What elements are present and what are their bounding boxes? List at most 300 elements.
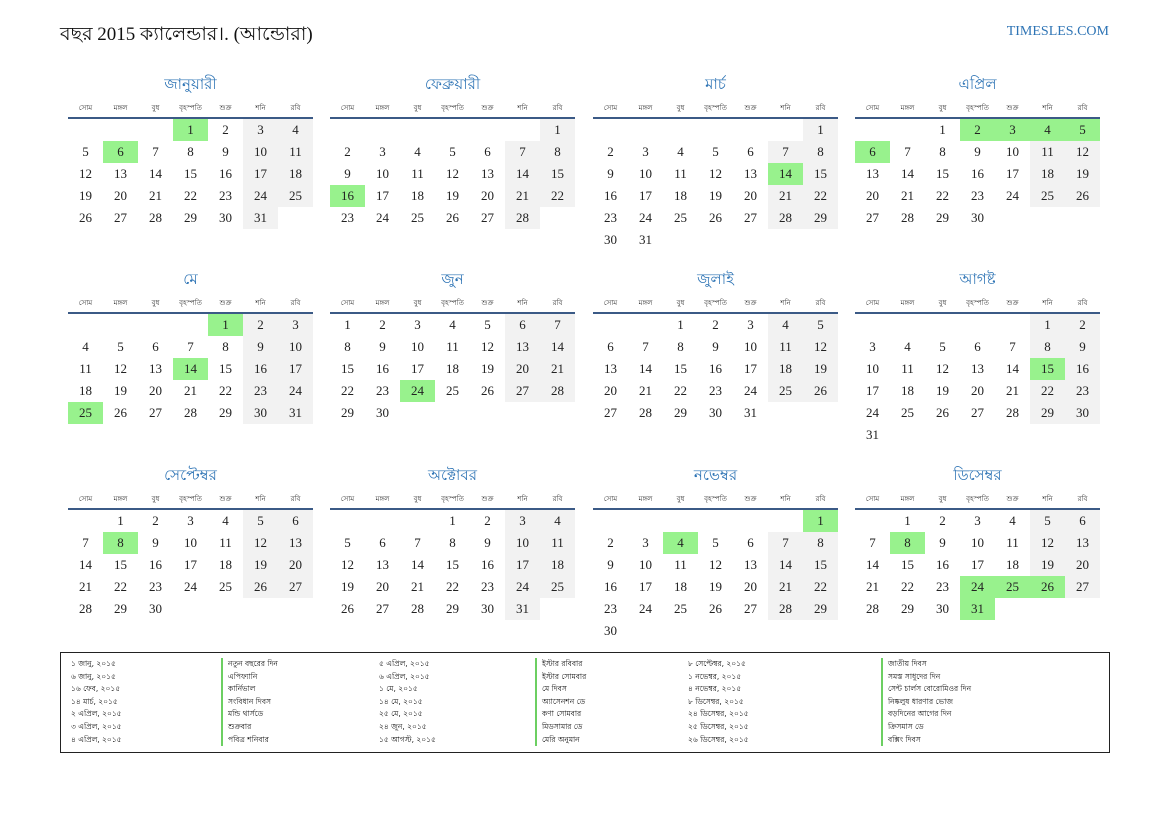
day-cell[interactable]: 13 [1065,532,1100,554]
day-cell[interactable]: 16 [971,166,984,181]
day-cell[interactable]: 28 [866,601,879,616]
day-cell[interactable]: 20 [278,554,313,576]
day-cell[interactable]: 20 [114,188,127,203]
day-cell[interactable]: 2 [379,317,386,332]
day-cell[interactable]: 22 [219,383,232,398]
day-cell[interactable]: 29 [219,405,232,420]
day-cell[interactable]: 26 [481,383,494,398]
day-cell[interactable]: 16 [376,361,389,376]
day-cell[interactable]: 23 [604,210,617,225]
day-cell[interactable]: 4 [414,144,421,159]
day-cell[interactable]: 31 [744,405,757,420]
day-cell[interactable]: 27 [149,405,162,420]
day-cell[interactable]: 28 [639,405,652,420]
day-cell[interactable]: 23 [149,579,162,594]
day-cell[interactable]: 14 [768,163,803,185]
day-cell[interactable]: 9 [243,336,278,358]
day-cell[interactable]: 10 [866,361,879,376]
day-cell[interactable]: 28 [149,210,162,225]
day-cell[interactable]: 25 [674,210,687,225]
day-cell[interactable]: 27 [866,210,879,225]
day-cell[interactable]: 11 [674,166,687,181]
day-cell[interactable]: 15 [803,163,838,185]
day-cell[interactable]: 20 [1065,554,1100,576]
day-cell[interactable]: 3 [974,513,981,528]
day-cell[interactable]: 19 [803,358,838,380]
day-cell[interactable]: 16 [219,166,232,181]
day-cell[interactable]: 21 [768,576,803,598]
day-cell[interactable]: 6 [747,144,754,159]
day-cell[interactable]: 18 [411,188,424,203]
day-cell[interactable]: 17 [639,188,652,203]
day-cell[interactable]: 8 [803,532,838,554]
day-cell[interactable]: 11 [540,532,575,554]
day-cell[interactable]: 12 [79,166,92,181]
day-cell[interactable]: 2 [243,314,278,336]
day-cell[interactable]: 16 [604,188,617,203]
day-cell[interactable]: 22 [114,579,127,594]
day-cell[interactable]: 30 [481,601,494,616]
day-cell[interactable]: 18 [278,163,313,185]
day-cell[interactable]: 26 [114,405,127,420]
day-cell[interactable]: 8 [449,535,456,550]
day-cell[interactable]: 14 [540,336,575,358]
day-cell[interactable]: 3 [278,314,313,336]
day-cell[interactable]: 2 [712,317,719,332]
day-cell[interactable]: 7 [1009,339,1016,354]
day-cell[interactable]: 13 [744,557,757,572]
day-cell[interactable]: 2 [607,144,614,159]
day-cell[interactable]: 18 [1006,557,1019,572]
day-cell[interactable]: 15 [341,361,354,376]
day-cell[interactable]: 7 [768,141,803,163]
day-cell[interactable]: 23 [936,579,949,594]
day-cell[interactable]: 6 [607,339,614,354]
day-cell[interactable]: 9 [222,144,229,159]
day-cell[interactable]: 9 [607,557,614,572]
day-cell[interactable]: 1 [344,317,351,332]
day-cell[interactable]: 10 [639,166,652,181]
day-cell[interactable]: 4 [1009,513,1016,528]
day-cell[interactable]: 20 [744,579,757,594]
day-cell[interactable]: 6 [1065,510,1100,532]
day-cell[interactable]: 19 [114,383,127,398]
day-cell[interactable]: 8 [890,532,925,554]
day-cell[interactable]: 16 [330,185,365,207]
day-cell[interactable]: 14 [1006,361,1019,376]
day-cell[interactable]: 3 [995,119,1030,141]
day-cell[interactable]: 1 [449,513,456,528]
day-cell[interactable]: 27 [744,601,757,616]
day-cell[interactable]: 9 [152,535,159,550]
day-cell[interactable]: 3 [505,510,540,532]
day-cell[interactable]: 10 [505,532,540,554]
day-cell[interactable]: 29 [446,601,459,616]
day-cell[interactable]: 10 [278,336,313,358]
day-cell[interactable]: 30 [604,232,617,247]
day-cell[interactable]: 27 [376,601,389,616]
day-cell[interactable]: 21 [768,185,803,207]
day-cell[interactable]: 18 [219,557,232,572]
day-cell[interactable]: 7 [82,535,89,550]
day-cell[interactable]: 4 [540,510,575,532]
day-cell[interactable]: 11 [79,361,92,376]
day-cell[interactable]: 24 [744,383,757,398]
day-cell[interactable]: 5 [1065,119,1100,141]
day-cell[interactable]: 10 [243,141,278,163]
day-cell[interactable]: 29 [803,598,838,620]
day-cell[interactable]: 9 [344,166,351,181]
day-cell[interactable]: 6 [484,144,491,159]
day-cell[interactable]: 20 [971,383,984,398]
day-cell[interactable]: 17 [184,557,197,572]
day-cell[interactable]: 11 [278,141,313,163]
day-cell[interactable]: 31 [866,427,879,442]
day-cell[interactable]: 24 [184,579,197,594]
day-cell[interactable]: 16 [1065,358,1100,380]
day-cell[interactable]: 2 [484,513,491,528]
day-cell[interactable]: 22 [446,579,459,594]
day-cell[interactable]: 17 [866,383,879,398]
day-cell[interactable]: 1 [677,317,684,332]
day-cell[interactable]: 16 [709,361,722,376]
day-cell[interactable]: 7 [904,144,911,159]
day-cell[interactable]: 30 [219,210,232,225]
day-cell[interactable]: 29 [936,210,949,225]
day-cell[interactable]: 10 [639,557,652,572]
day-cell[interactable]: 11 [446,339,459,354]
day-cell[interactable]: 30 [936,601,949,616]
day-cell[interactable]: 14 [505,163,540,185]
day-cell[interactable]: 29 [184,210,197,225]
day-cell[interactable]: 15 [674,361,687,376]
day-cell[interactable]: 12 [709,166,722,181]
day-cell[interactable]: 5 [939,339,946,354]
day-cell[interactable]: 21 [639,383,652,398]
day-cell[interactable]: 9 [484,535,491,550]
day-cell[interactable]: 28 [768,207,803,229]
day-cell[interactable]: 7 [505,141,540,163]
day-cell[interactable]: 3 [642,535,649,550]
day-cell[interactable]: 6 [974,339,981,354]
day-cell[interactable]: 25 [768,380,803,402]
day-cell[interactable]: 12 [446,166,459,181]
day-cell[interactable]: 3 [642,144,649,159]
day-cell[interactable]: 25 [995,576,1030,598]
day-cell[interactable]: 19 [936,383,949,398]
day-cell[interactable]: 1 [1030,314,1065,336]
day-cell[interactable]: 2 [939,513,946,528]
day-cell[interactable]: 10 [744,339,757,354]
day-cell[interactable]: 3 [243,119,278,141]
day-cell[interactable]: 12 [243,532,278,554]
day-cell[interactable]: 1 [540,119,575,141]
day-cell[interactable]: 30 [709,405,722,420]
day-cell[interactable]: 31 [960,598,995,620]
day-cell[interactable]: 23 [1065,380,1100,402]
day-cell[interactable]: 21 [901,188,914,203]
day-cell[interactable]: 12 [341,557,354,572]
day-cell[interactable]: 11 [1006,535,1019,550]
day-cell[interactable]: 19 [1065,163,1100,185]
day-cell[interactable]: 3 [187,513,194,528]
day-cell[interactable]: 12 [481,339,494,354]
day-cell[interactable]: 24 [278,380,313,402]
day-cell[interactable]: 11 [768,336,803,358]
day-cell[interactable]: 30 [604,623,617,638]
day-cell[interactable]: 20 [505,358,540,380]
day-cell[interactable]: 25 [219,579,232,594]
day-cell[interactable]: 2 [152,513,159,528]
day-cell[interactable]: 31 [505,598,540,620]
day-cell[interactable]: 25 [446,383,459,398]
day-cell[interactable]: 27 [481,210,494,225]
day-cell[interactable]: 5 [117,339,124,354]
day-cell[interactable]: 30 [376,405,389,420]
day-cell[interactable]: 23 [481,579,494,594]
day-cell[interactable]: 8 [103,532,138,554]
day-cell[interactable]: 24 [639,210,652,225]
day-cell[interactable]: 26 [936,405,949,420]
day-cell[interactable]: 21 [184,383,197,398]
day-cell[interactable]: 15 [540,163,575,185]
day-cell[interactable]: 28 [411,601,424,616]
day-cell[interactable]: 28 [901,210,914,225]
day-cell[interactable]: 22 [1030,380,1065,402]
day-cell[interactable]: 31 [278,402,313,424]
day-cell[interactable]: 22 [540,185,575,207]
day-cell[interactable]: 23 [971,188,984,203]
day-cell[interactable]: 15 [446,557,459,572]
day-cell[interactable]: 4 [449,317,456,332]
day-cell[interactable]: 16 [481,557,494,572]
day-cell[interactable]: 9 [607,166,614,181]
day-cell[interactable]: 30 [149,601,162,616]
day-cell[interactable]: 27 [971,405,984,420]
day-cell[interactable]: 2 [960,119,995,141]
day-cell[interactable]: 26 [709,601,722,616]
day-cell[interactable]: 5 [449,144,456,159]
day-cell[interactable]: 19 [243,554,278,576]
day-cell[interactable]: 23 [243,380,278,402]
day-cell[interactable]: 29 [803,207,838,229]
day-cell[interactable]: 8 [540,141,575,163]
day-cell[interactable]: 4 [82,339,89,354]
day-cell[interactable]: 24 [1006,188,1019,203]
day-cell[interactable]: 9 [939,535,946,550]
day-cell[interactable]: 13 [866,166,879,181]
day-cell[interactable]: 27 [114,210,127,225]
day-cell[interactable]: 28 [540,380,575,402]
day-cell[interactable]: 13 [604,361,617,376]
day-cell[interactable]: 21 [411,579,424,594]
day-cell[interactable]: 18 [446,361,459,376]
day-cell[interactable]: 11 [219,535,232,550]
day-cell[interactable]: 18 [674,188,687,203]
day-cell[interactable]: 18 [1030,163,1065,185]
day-cell[interactable]: 27 [1065,576,1100,598]
day-cell[interactable]: 17 [971,557,984,572]
day-cell[interactable]: 6 [278,510,313,532]
day-cell[interactable]: 8 [803,141,838,163]
day-cell[interactable]: 19 [481,361,494,376]
day-cell[interactable]: 3 [379,144,386,159]
day-cell[interactable]: 2 [222,122,229,137]
day-cell[interactable]: 28 [1006,405,1019,420]
day-cell[interactable]: 29 [674,405,687,420]
site-link[interactable]: TIMESLES.COM [1006,24,1109,39]
day-cell[interactable]: 6 [152,339,159,354]
day-cell[interactable]: 14 [866,557,879,572]
day-cell[interactable]: 24 [243,185,278,207]
day-cell[interactable]: 19 [1030,554,1065,576]
day-cell[interactable]: 6 [379,535,386,550]
day-cell[interactable]: 4 [768,314,803,336]
day-cell[interactable]: 5 [712,535,719,550]
day-cell[interactable]: 30 [243,402,278,424]
day-cell[interactable]: 7 [540,314,575,336]
day-cell[interactable]: 22 [901,579,914,594]
day-cell[interactable]: 27 [505,380,540,402]
day-cell[interactable]: 13 [149,361,162,376]
day-cell[interactable]: 26 [709,210,722,225]
day-cell[interactable]: 24 [400,380,435,402]
day-cell[interactable]: 24 [960,576,995,598]
day-cell[interactable]: 20 [149,383,162,398]
day-cell[interactable]: 1 [939,122,946,137]
day-cell[interactable]: 17 [639,579,652,594]
day-cell[interactable]: 16 [243,358,278,380]
day-cell[interactable]: 30 [1065,402,1100,424]
day-cell[interactable]: 4 [222,513,229,528]
day-cell[interactable]: 12 [803,336,838,358]
day-cell[interactable]: 19 [709,188,722,203]
day-cell[interactable]: 26 [341,601,354,616]
day-cell[interactable]: 1 [117,513,124,528]
day-cell[interactable]: 6 [747,535,754,550]
day-cell[interactable]: 30 [971,210,984,225]
day-cell[interactable]: 1 [173,119,208,141]
day-cell[interactable]: 5 [484,317,491,332]
day-cell[interactable]: 15 [901,557,914,572]
day-cell[interactable]: 29 [901,601,914,616]
day-cell[interactable]: 9 [712,339,719,354]
day-cell[interactable]: 20 [744,188,757,203]
day-cell[interactable]: 15 [936,166,949,181]
day-cell[interactable]: 3 [869,339,876,354]
day-cell[interactable]: 11 [1030,141,1065,163]
day-cell[interactable]: 19 [79,188,92,203]
day-cell[interactable]: 13 [114,166,127,181]
day-cell[interactable]: 25 [411,210,424,225]
day-cell[interactable]: 5 [803,314,838,336]
day-cell[interactable]: 15 [1030,358,1065,380]
day-cell[interactable]: 18 [674,579,687,594]
day-cell[interactable]: 17 [411,361,424,376]
day-cell[interactable]: 18 [901,383,914,398]
day-cell[interactable]: 21 [79,579,92,594]
day-cell[interactable]: 4 [663,532,698,554]
day-cell[interactable]: 18 [768,358,803,380]
day-cell[interactable]: 12 [936,361,949,376]
day-cell[interactable]: 14 [79,557,92,572]
day-cell[interactable]: 8 [187,144,194,159]
day-cell[interactable]: 5 [344,535,351,550]
day-cell[interactable]: 7 [768,532,803,554]
day-cell[interactable]: 8 [344,339,351,354]
day-cell[interactable]: 1 [208,314,243,336]
day-cell[interactable]: 7 [642,339,649,354]
day-cell[interactable]: 23 [376,383,389,398]
day-cell[interactable]: 4 [904,339,911,354]
day-cell[interactable]: 15 [184,166,197,181]
day-cell[interactable]: 7 [187,339,194,354]
day-cell[interactable]: 25 [1030,185,1065,207]
day-cell[interactable]: 9 [974,144,981,159]
day-cell[interactable]: 23 [604,601,617,616]
day-cell[interactable]: 4 [278,119,313,141]
day-cell[interactable]: 13 [278,532,313,554]
day-cell[interactable]: 21 [866,579,879,594]
day-cell[interactable]: 14 [411,557,424,572]
day-cell[interactable]: 19 [341,579,354,594]
day-cell[interactable]: 11 [901,361,914,376]
day-cell[interactable]: 7 [152,144,159,159]
day-cell[interactable]: 27 [278,576,313,598]
day-cell[interactable]: 12 [1030,532,1065,554]
day-cell[interactable]: 26 [243,576,278,598]
day-cell[interactable]: 17 [505,554,540,576]
day-cell[interactable]: 10 [1006,144,1019,159]
day-cell[interactable]: 15 [114,557,127,572]
day-cell[interactable]: 18 [79,383,92,398]
day-cell[interactable]: 25 [674,601,687,616]
day-cell[interactable]: 13 [971,361,984,376]
day-cell[interactable]: 6 [505,314,540,336]
day-cell[interactable]: 19 [446,188,459,203]
day-cell[interactable]: 4 [1030,119,1065,141]
day-cell[interactable]: 17 [243,163,278,185]
day-cell[interactable]: 19 [709,579,722,594]
day-cell[interactable]: 25 [540,576,575,598]
day-cell[interactable]: 28 [768,598,803,620]
day-cell[interactable]: 17 [744,361,757,376]
day-cell[interactable]: 21 [540,358,575,380]
day-cell[interactable]: 21 [1006,383,1019,398]
day-cell[interactable]: 2 [344,144,351,159]
day-cell[interactable]: 18 [540,554,575,576]
day-cell[interactable]: 1 [803,119,838,141]
day-cell[interactable]: 17 [376,188,389,203]
day-cell[interactable]: 22 [674,383,687,398]
day-cell[interactable]: 11 [674,557,687,572]
day-cell[interactable]: 31 [639,232,652,247]
day-cell[interactable]: 2 [607,535,614,550]
day-cell[interactable]: 25 [68,402,103,424]
day-cell[interactable]: 14 [768,554,803,576]
day-cell[interactable]: 25 [278,185,313,207]
day-cell[interactable]: 26 [1065,185,1100,207]
day-cell[interactable]: 24 [866,405,879,420]
day-cell[interactable]: 24 [505,576,540,598]
day-cell[interactable]: 22 [184,188,197,203]
day-cell[interactable]: 8 [939,144,946,159]
day-cell[interactable]: 7 [414,535,421,550]
day-cell[interactable]: 26 [803,380,838,402]
day-cell[interactable]: 8 [1030,336,1065,358]
day-cell[interactable]: 16 [936,557,949,572]
day-cell[interactable]: 10 [411,339,424,354]
